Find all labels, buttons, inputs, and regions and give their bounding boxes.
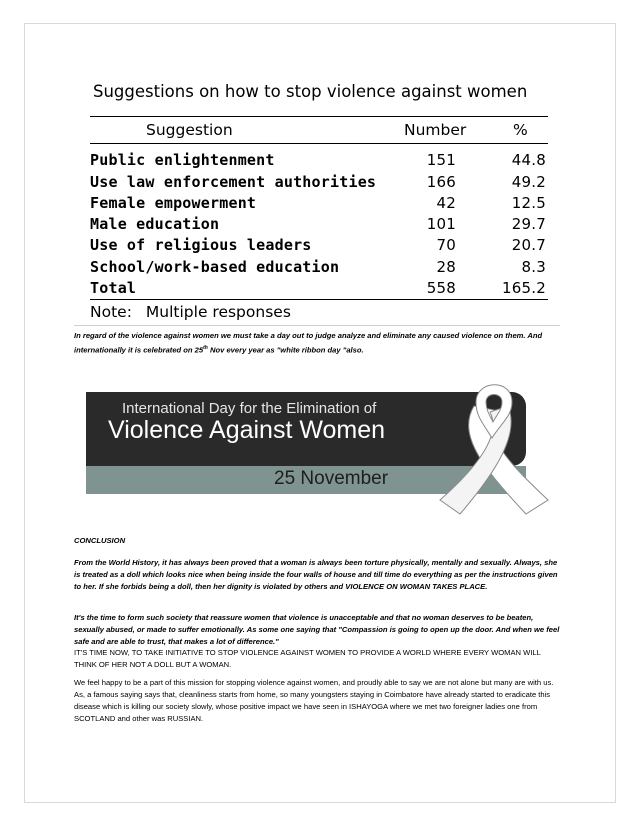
row-number: 151 (426, 151, 456, 169)
conclusion-paragraph-3: IT'S TIME NOW, TO TAKE INITIATIVE TO STOP VIOLENCE AGAINST WOMEN TO PROVIDE A WORLD WHERE EVERY WOMAN WILL THINK OF HER NOT A DOLL BUT A WOMAN. (74, 648, 541, 669)
banner-date: 25 November (274, 468, 389, 489)
table-row (90, 236, 548, 257)
header-percent: % (513, 121, 528, 139)
row-suggestion: Male education (90, 215, 220, 233)
header-number: Number (404, 121, 467, 139)
table-row (90, 151, 548, 172)
conclusion-paragraph-4: We feel happy to be a part of this mission for stopping violence against women, and proudly able to say we are not alone but many are with us. As, a famous saying says that, cleanliness starts from home, so many youngsters staying in Coimbatore have already started to eradicate this disease which is killing our society slowly, whose positive impact we have seen in ISHAYOGA where we met two foreigner ladies one from SCOTLAND and other was RUSSIAN. (74, 678, 554, 723)
table-top-rule (90, 116, 548, 117)
header-suggestion: Suggestion (146, 121, 233, 139)
table-note (90, 303, 291, 321)
row-number: 166 (426, 173, 456, 191)
row-number: 28 (436, 258, 456, 276)
table-row (90, 173, 548, 194)
row-suggestion: Female empowerment (90, 194, 257, 212)
total-label: Total (90, 279, 137, 297)
elimination-day-banner (86, 376, 564, 518)
banner-line1: International Day for the Elimination of (122, 400, 377, 417)
banner-line2: Violence Against Women (108, 416, 386, 444)
table-row (90, 258, 548, 279)
conclusion-paragraph-2: It's the time to form such society that reassure women that violence is unacceptable and that no woman deserves to be beaten, sexually abused, or made to suffer emotionally. As some one saying that "Compassion is going to open up the door. And when we feel safe and are able to trust, that makes a lot of difference." (74, 613, 560, 646)
row-number: 70 (436, 236, 456, 254)
row-number: 42 (436, 194, 456, 212)
row-percent: 12.5 (511, 194, 546, 212)
table-row (90, 215, 548, 236)
row-suggestion: School/work-based education (90, 258, 340, 276)
conclusion-paragraph-1: From the World History, it has always been proved that a woman is always been torture physically, mentally and sexually. Always, she is treated as a doll which looks nice when being inside the four walls of house and till time do everything as per the instructions given to her. If she forbids being a doll, then her dignity is violated by others and VIOLENCE ON WOMAN TAKES PLACE. (74, 558, 558, 591)
row-percent: 44.8 (511, 151, 546, 169)
white-ribbon-icon (416, 376, 564, 518)
table-total-row (90, 279, 548, 300)
table-row (90, 194, 548, 215)
row-percent: 8.3 (521, 258, 546, 276)
row-percent: 29.7 (511, 215, 546, 233)
total-percent: 165.2 (502, 279, 546, 297)
intro-paragraph: In regard of the violence against women we must take a day out to judge analyze and eliminate any caused violence on them. And internationally it is celebrated on 25th Nov every year as "white ribbon day "also. (74, 331, 543, 355)
table-bottom-rule (90, 299, 548, 300)
total-number: 558 (426, 279, 456, 297)
table-title: Suggestions on how to stop violence against women (93, 82, 528, 101)
row-suggestion: Use law enforcement authorities (90, 173, 377, 191)
table-header-rule (90, 143, 548, 144)
row-number: 101 (426, 215, 456, 233)
conclusion-heading: CONCLUSION (74, 536, 126, 545)
row-suggestion: Public enlightenment (90, 151, 275, 169)
row-suggestion: Use of religious leaders (90, 236, 312, 254)
note-text: Multiple responses (145, 303, 291, 321)
section-divider (74, 325, 560, 326)
row-percent: 49.2 (511, 173, 546, 191)
row-percent: 20.7 (511, 236, 546, 254)
note-label: Note: (90, 303, 132, 321)
